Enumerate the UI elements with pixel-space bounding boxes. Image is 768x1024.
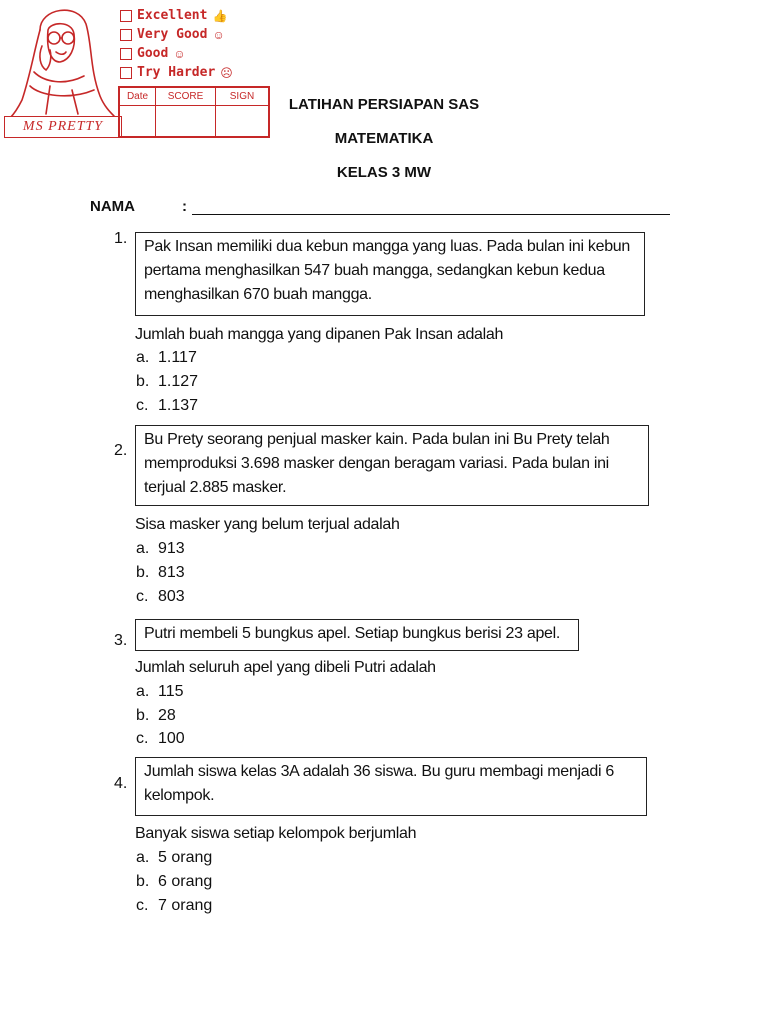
rating-very-good: [120, 25, 233, 44]
option-letter: a.: [136, 683, 150, 700]
option-letter: c.: [136, 897, 149, 914]
option-text: 803: [158, 588, 185, 605]
option-text: 6 orang: [158, 873, 213, 890]
rating-label: Very Good: [137, 27, 208, 42]
story-line: menghasilkan 670 buah mangga.: [144, 286, 372, 303]
teacher-stamp: [0, 0, 290, 150]
rating-label: Try Harder: [137, 65, 216, 80]
page-title: LATIHAN PERSIAPAN SAS: [288, 96, 480, 113]
option-c[interactable]: [136, 585, 185, 609]
option-b[interactable]: [136, 561, 185, 585]
name-row: [90, 198, 670, 215]
option-letter: b.: [136, 373, 150, 390]
question-text: Sisa masker yang belum terjual adalah: [135, 516, 400, 533]
option-text: 100: [158, 730, 185, 747]
story-line: Jumlah siswa kelas 3A adalah 36 siswa. Bu guru membagi menjadi 6: [144, 763, 614, 780]
option-letter: b.: [136, 873, 150, 890]
table-header-sign: SIGN: [216, 88, 268, 106]
option-letter: a.: [136, 540, 150, 557]
option-letter: c.: [136, 397, 149, 414]
story-line: Bu Prety seorang penjual masker kain. Pada bulan ini Bu Prety telah: [144, 431, 610, 448]
frown-icon: ☹: [220, 65, 233, 80]
question-text: Jumlah seluruh apel yang dibeli Putri adalah: [135, 659, 436, 676]
question-story-box: [135, 619, 579, 651]
option-letter: b.: [136, 564, 150, 581]
option-letter: a.: [136, 849, 150, 866]
option-text: 1.127: [158, 373, 199, 390]
option-letter: c.: [136, 730, 149, 747]
rating-label: Good: [137, 46, 169, 61]
rating-checkbox[interactable]: [120, 10, 132, 22]
question-number: 1.: [114, 230, 128, 247]
story-line: memproduksi 3.698 masker dengan beragam variasi. Pada bulan ini: [144, 455, 609, 472]
class-title: KELAS 3 MW: [336, 164, 432, 181]
option-c[interactable]: [136, 894, 212, 918]
option-b[interactable]: [136, 704, 176, 728]
story-line: pertama menghasilkan 547 buah mangga, sedangkan kebun kedua: [144, 262, 605, 279]
brand-label: MS PRETTY: [4, 116, 122, 138]
name-label: NAMA: [90, 198, 135, 215]
name-field[interactable]: [192, 200, 670, 215]
rating-excellent: [120, 6, 233, 25]
rating-good: [120, 44, 233, 63]
option-a[interactable]: [136, 346, 197, 370]
rating-try-harder: [120, 63, 233, 82]
option-a[interactable]: [136, 537, 185, 561]
option-text: 913: [158, 540, 185, 557]
option-b[interactable]: [136, 370, 198, 394]
story-line: Putri membeli 5 bungkus apel. Setiap bungkus berisi 23 apel.: [144, 625, 561, 642]
option-text: 115: [158, 683, 184, 700]
rating-checkbox[interactable]: [120, 48, 132, 60]
rating-checkbox[interactable]: [120, 67, 132, 79]
option-c[interactable]: [136, 394, 198, 418]
option-text: 7 orang: [158, 897, 213, 914]
question-number: 2.: [114, 442, 128, 459]
subject-title: MATEMATIKA: [334, 130, 434, 147]
question-text: Banyak siswa setiap kelompok berjumlah: [135, 825, 417, 842]
story-line: kelompok.: [144, 787, 215, 804]
smile-icon: ☺: [173, 46, 186, 61]
rating-checklist: [120, 6, 233, 82]
option-text: 28: [158, 707, 176, 724]
option-text: 1.137: [158, 397, 199, 414]
option-letter: a.: [136, 349, 150, 366]
option-a[interactable]: [136, 846, 212, 870]
option-a[interactable]: [136, 680, 184, 704]
question-story-box: [135, 232, 645, 316]
option-text: 5 orang: [158, 849, 213, 866]
question-story-box: [135, 757, 647, 816]
rating-label: Excellent: [137, 8, 208, 23]
option-text: 813: [158, 564, 185, 581]
story-line: terjual 2.885 masker.: [144, 479, 287, 496]
option-letter: b.: [136, 707, 150, 724]
table-header-date: Date: [120, 88, 156, 106]
question-text: Jumlah buah mangga yang dipanen Pak Insan adalah: [135, 326, 504, 343]
story-line: Pak Insan memiliki dua kebun mangga yang luas. Pada bulan ini kebun: [144, 238, 631, 255]
option-c[interactable]: [136, 727, 185, 751]
option-letter: c.: [136, 588, 149, 605]
question-number: 3.: [114, 632, 128, 649]
option-text: 1.117: [158, 349, 197, 366]
name-colon: :: [182, 198, 187, 215]
option-b[interactable]: [136, 870, 212, 894]
thumbs-up-icon: 👍: [212, 8, 228, 23]
question-number: 4.: [114, 775, 128, 792]
rating-checkbox[interactable]: [120, 29, 132, 41]
question-story-box: [135, 425, 649, 506]
smile-icon: ☺: [212, 27, 225, 42]
table-header-score: SCORE: [156, 88, 216, 106]
